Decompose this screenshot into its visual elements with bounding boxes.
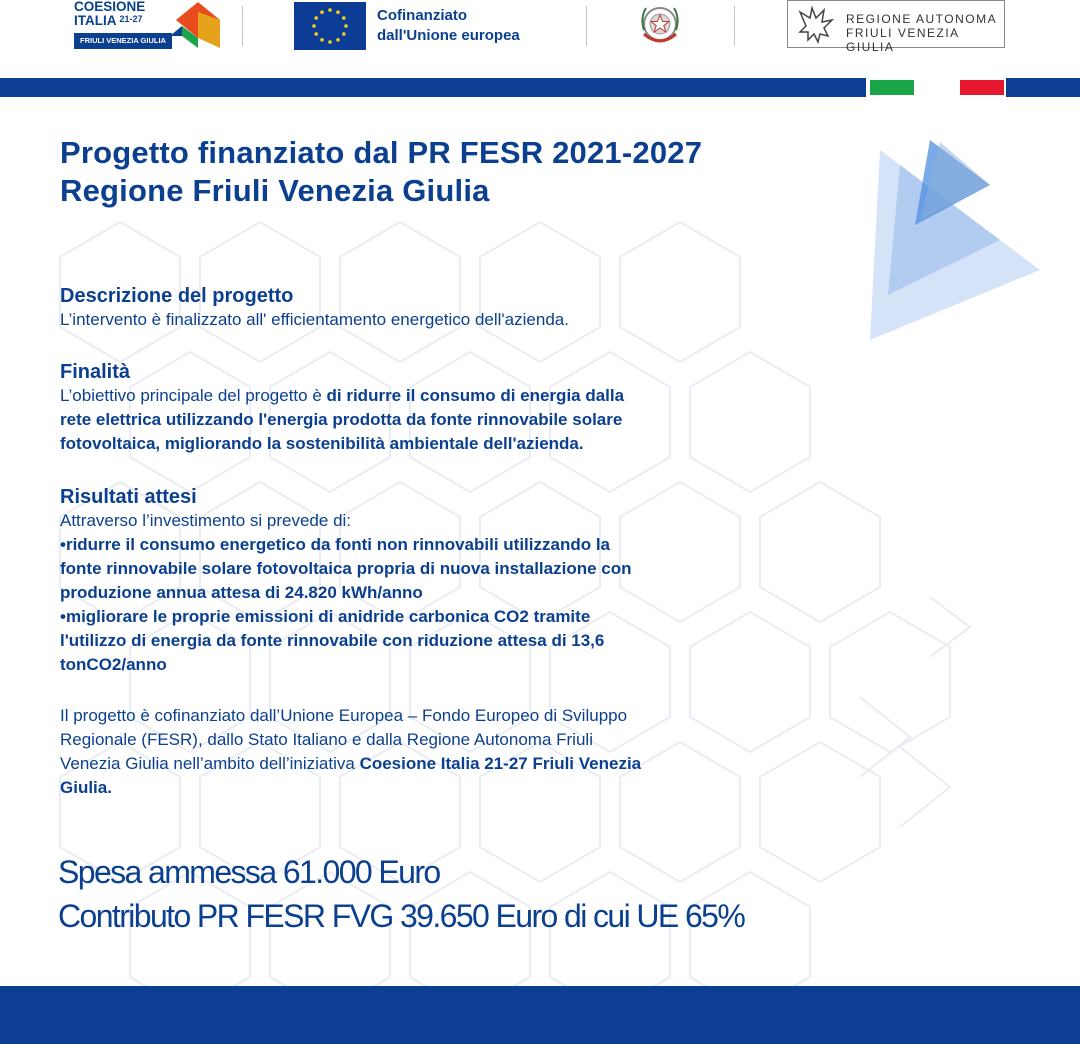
contributo: Contributo PR FESR FVG 39.650 Euro di cui UE 65%	[58, 898, 745, 934]
descrizione-heading: Descrizione del progetto	[60, 285, 294, 307]
logo-separator	[734, 6, 735, 46]
regione-fvg-text: REGIONE AUTONOMA FRIULI VENEZIA GIULIA	[846, 12, 998, 54]
eu-flag-icon	[294, 2, 366, 50]
coesione-logo-text: COESIONE ITALIA $^{21-27}$	[74, 0, 146, 28]
italian-republic-emblem-icon	[636, 0, 684, 52]
finalita-text: L’obiettivo principale del progetto è di ridurre il consumo di energia dalla rete elettrica utilizzando l'energia prodotta da fonte rinnovabile solare fotovoltaica, migliorando la sostenibilità ambientale dell'azienda.	[60, 386, 625, 453]
risultati-bullet-1: •ridurre il consumo energetico da fonti non rinnovabili utilizzando la fonte rinnovabile solare fotovoltaica propria di nuova installazione con produzione annua attesa di 24.820 kWh/anno	[60, 535, 632, 602]
descrizione-text: L’intervento è finalizzato all' efficientamento energetico dell'azienda.	[60, 310, 569, 329]
finalita-heading: Finalità	[60, 361, 131, 383]
regione-fvg-logo	[787, 0, 1005, 54]
italian-flag-strip	[866, 78, 1006, 97]
decorative-triangles	[860, 130, 1050, 350]
coesione-logo-region: FRIULI VENEZIA GIULIA	[74, 33, 172, 49]
flag-red-stripe	[960, 80, 1004, 95]
logo-bar	[0, 0, 1080, 78]
logo-separator	[242, 6, 243, 46]
eu-cofinance-text: Cofinanziato dall'Unione europea	[377, 7, 520, 44]
coesione-italia-logo	[74, 0, 224, 52]
descrizione-section	[60, 284, 760, 332]
footer-blue-band	[0, 986, 1080, 1044]
spesa-summary	[58, 850, 744, 938]
coesione-arrow-icon	[168, 0, 222, 50]
flag-green-stripe	[870, 80, 914, 95]
risultati-heading: Risultati attesi	[60, 486, 197, 508]
finalita-section	[60, 360, 760, 456]
page-title: Progetto finanziato dal PR FESR 2021-2027 Regione Friuli Venezia Giulia	[60, 135, 703, 208]
risultati-section	[60, 485, 760, 677]
risultati-intro: Attraverso l’investimento si prevede di:	[60, 511, 352, 530]
funding-statement: Il progetto è cofinanziato dall’Unione Europea – Fondo Europeo di Sviluppo Regionale (FESR), dallo Stato Italiano e dalla Regione Autonoma Friuli Venezia Giulia nell’ambito dell’iniziativa Coesione Italia 21-27 Friuli Venezia Giulia.	[60, 706, 642, 797]
risultati-bullet-2: •migliorare le proprie emissioni di anidride carbonica CO2 tramite l'utilizzo di energia da fonte rinnovabile con riduzione attesa di 13,6 tonCO2/anno	[60, 607, 605, 674]
spesa-ammessa: Spesa ammessa 61.000 Euro	[58, 854, 440, 890]
eagle-icon	[794, 4, 838, 44]
logo-separator	[586, 6, 587, 46]
